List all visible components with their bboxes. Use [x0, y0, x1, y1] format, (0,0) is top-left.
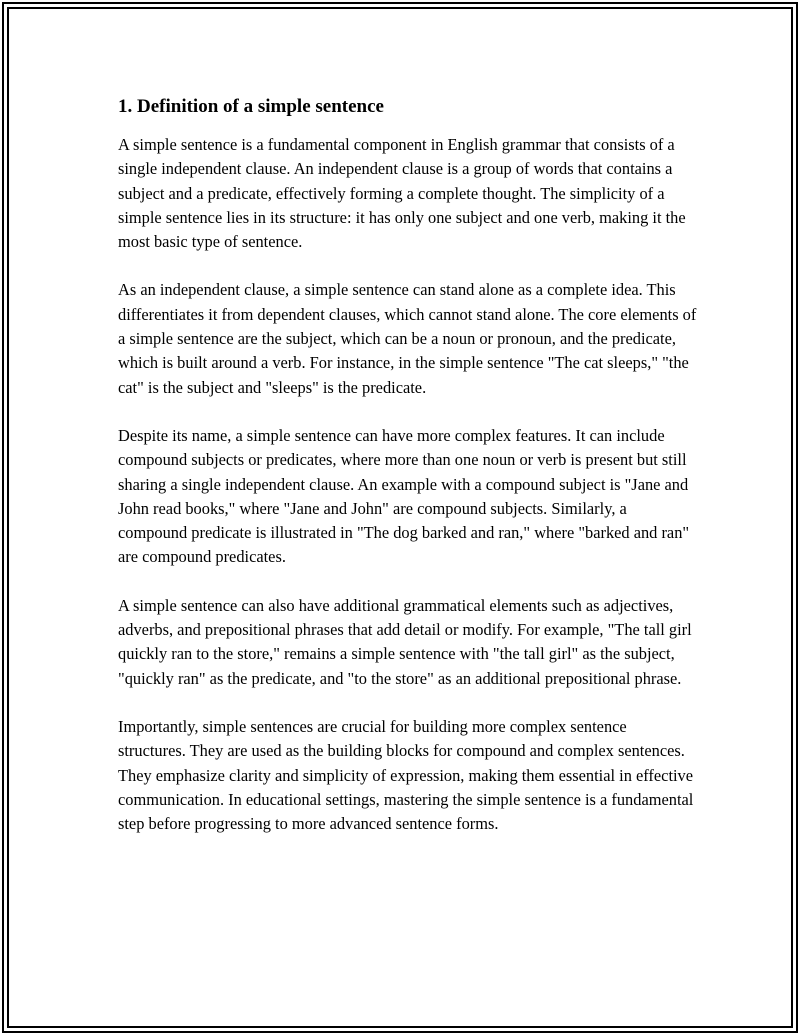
paragraph-importance: Importantly, simple sentences are crucial for building more complex sentence structures. They are used as the building blocks for compound and complex sentences. They emphasize clarity and simplicity of expression, making them essential in effective communication. In educational settings, mastering the simple sentence is a fundamental step before progressing to more advanced sentence forms.	[118, 716, 694, 834]
document-content	[118, 93, 698, 860]
paragraph-compound-elements: Despite its name, a simple sentence can have more complex features. It can include compound subjects or predicates, where more than one noun or verb is present but still sharing a single independent clause. An example with a compound subject is "Jane and John read books," where "Jane and John" are compound subjects. Similarly, a compound predicate is illustrated in "The dog barked and ran," where "barked and ran" are compound predicates.	[118, 425, 690, 567]
paragraph-independent-clause: As an independent clause, a simple sentence can stand alone as a complete idea. This differentiates it from dependent clauses, which cannot stand alone. The core elements of a simple sentence are the subject, which can be a noun or pronoun, and the predicate, which is built around a verb. For instance, in the simple sentence "The cat sleeps," "the cat" is the subject and "sleeps" is the predicate.	[118, 280, 697, 397]
paragraph-additional-elements: A simple sentence can also have additional grammatical elements such as adjectives, adverbs, and prepositional phrases that add detail or modify. For example, "The tall girl quickly ran to the store," remains a simple sentence with "the tall girl" as the subject, "quickly ran" as the predicate, and "to the store" as an additional prepositional phrase.	[118, 595, 692, 688]
paragraph-definition: A simple sentence is a fundamental component in English grammar that consists of a single independent clause. An independent clause is a group of words that contains a subject and a predicate, effectively forming a complete thought. The simplicity of a simple sentence lies in its structure: it has only one subject and one verb, making it the most basic type of sentence.	[118, 135, 686, 252]
section-heading: 1. Definition of a simple sentence	[118, 96, 384, 117]
